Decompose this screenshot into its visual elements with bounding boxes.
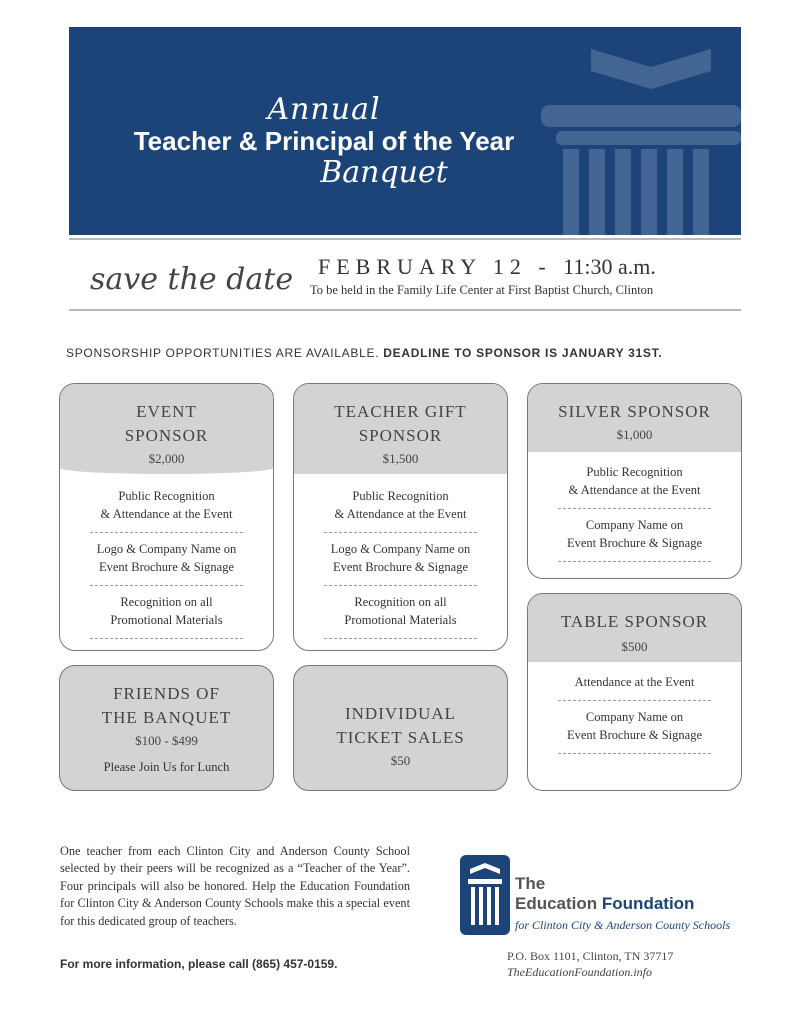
benefit-line: Promotional Materials <box>344 613 457 627</box>
benefit-line: & Attendance at the Event <box>100 507 233 521</box>
event-day: FEBRUARY 12 <box>318 254 527 279</box>
banner-title <box>99 92 549 190</box>
card-price: $50 <box>390 753 411 768</box>
card-title: FRIENDS OF <box>113 684 220 703</box>
card-benefits <box>528 662 741 754</box>
benefit-line: & Attendance at the Event <box>568 483 701 497</box>
card-title: THE BANQUET <box>101 708 232 727</box>
event-time: 11:30 a.m. <box>563 254 656 279</box>
logo-name <box>515 894 694 914</box>
logo-the: The <box>515 874 546 893</box>
card-header <box>294 384 507 474</box>
benefit-item <box>324 480 477 533</box>
benefit-line: Event Brochure & Signage <box>98 560 235 574</box>
individual-ticket-card <box>293 665 508 791</box>
card-price: $1,000 <box>616 427 653 442</box>
event-date <box>318 254 656 280</box>
card-title: TABLE SPONSOR <box>560 612 709 631</box>
friends-of-banquet-card <box>59 665 274 791</box>
benefit-item <box>90 586 243 639</box>
pillar-logo-icon <box>460 855 510 935</box>
benefit-item <box>324 586 477 639</box>
benefit-line: Company Name on <box>585 518 684 532</box>
event-sponsor-card <box>59 383 274 651</box>
card-title: INDIVIDUAL <box>344 704 457 723</box>
sponsorship-intro: SPONSORSHIP OPPORTUNITIES ARE AVAILABLE. <box>66 346 380 360</box>
benefit-item <box>558 509 711 562</box>
divider <box>69 238 741 240</box>
benefit-line: Event Brochure & Signage <box>332 560 469 574</box>
card-title: TEACHER GIFT <box>334 402 467 421</box>
card-header <box>60 384 273 474</box>
logo-name-education: Education <box>515 894 598 913</box>
date-separator: - <box>538 254 552 279</box>
benefit-line: Recognition on all <box>354 595 447 609</box>
teacher-gift-sponsor-card <box>293 383 508 651</box>
benefit-line: Event Brochure & Signage <box>566 728 703 742</box>
sponsorship-deadline: DEADLINE TO SPONSOR IS JANUARY 31ST. <box>383 346 663 360</box>
benefit-item <box>558 456 711 509</box>
title-annual: Annual <box>267 92 381 127</box>
benefit-line: Public Recognition <box>118 489 215 503</box>
benefit-line: Logo & Company Name on <box>96 542 237 556</box>
benefit-item <box>558 701 711 754</box>
logo-name-foundation: Foundation <box>601 894 695 913</box>
card-price: $500 <box>621 639 648 654</box>
benefit-line: Promotional Materials <box>110 613 223 627</box>
card-benefits <box>294 474 507 639</box>
card-header <box>528 594 741 662</box>
card-title: SILVER SPONSOR <box>558 402 711 421</box>
contact-info: For more information, please call (865) 457-0159. <box>60 957 338 971</box>
benefit-line: & Attendance at the Event <box>334 507 467 521</box>
title-main: Teacher & Principal of the Year <box>133 126 515 156</box>
benefit-item <box>324 533 477 586</box>
benefit-line: Public Recognition <box>352 489 449 503</box>
card-header <box>528 384 741 452</box>
benefit-item <box>90 480 243 533</box>
sponsorship-heading <box>66 346 746 360</box>
card-header <box>60 666 273 775</box>
event-venue: To be held in the Family Life Center at First Baptist Church, Clinton <box>310 283 654 297</box>
card-title: SPONSOR <box>124 426 209 445</box>
card-title: SPONSOR <box>358 426 443 445</box>
card-header <box>294 666 507 770</box>
title-banquet: Banquet <box>320 155 448 190</box>
divider <box>69 309 741 311</box>
save-the-date: save the date <box>90 262 294 297</box>
table-sponsor-card <box>527 593 742 791</box>
address-block <box>507 948 673 980</box>
website-link[interactable]: TheEducationFoundation.info <box>507 965 652 979</box>
benefit-line: Company Name on <box>585 710 684 724</box>
card-benefits <box>60 474 273 639</box>
card-title: EVENT <box>136 402 197 421</box>
card-benefits <box>528 452 741 562</box>
header-banner <box>69 27 741 235</box>
benefit-line: Attendance at the Event <box>574 675 695 689</box>
benefit-line: Recognition on all <box>120 595 213 609</box>
po-box: P.O. Box 1101, Clinton, TN 37717 <box>507 949 674 963</box>
benefit-item <box>558 666 711 701</box>
card-note: Please Join Us for Lunch <box>103 760 230 774</box>
logo-subtitle: for Clinton City & Anderson County Schools <box>515 918 731 932</box>
card-title: TICKET SALES <box>336 728 465 747</box>
card-price: $2,000 <box>148 451 185 466</box>
benefit-item <box>90 533 243 586</box>
benefit-line: Event Brochure & Signage <box>566 536 703 550</box>
card-price: $100 - $499 <box>135 733 198 748</box>
card-price: $1,500 <box>382 451 419 466</box>
benefit-line: Logo & Company Name on <box>330 542 471 556</box>
silver-sponsor-card <box>527 383 742 579</box>
description-text: One teacher from each Clinton City and Anderson County School selected by their peers will be recognized as a “Teacher of the Year”. Four principals will also be honored. Help the Education Foundation for Clinton City & Anderson County Schools make this a special event for this dedicated group of teachers. <box>60 844 410 928</box>
benefit-line: Public Recognition <box>586 465 683 479</box>
